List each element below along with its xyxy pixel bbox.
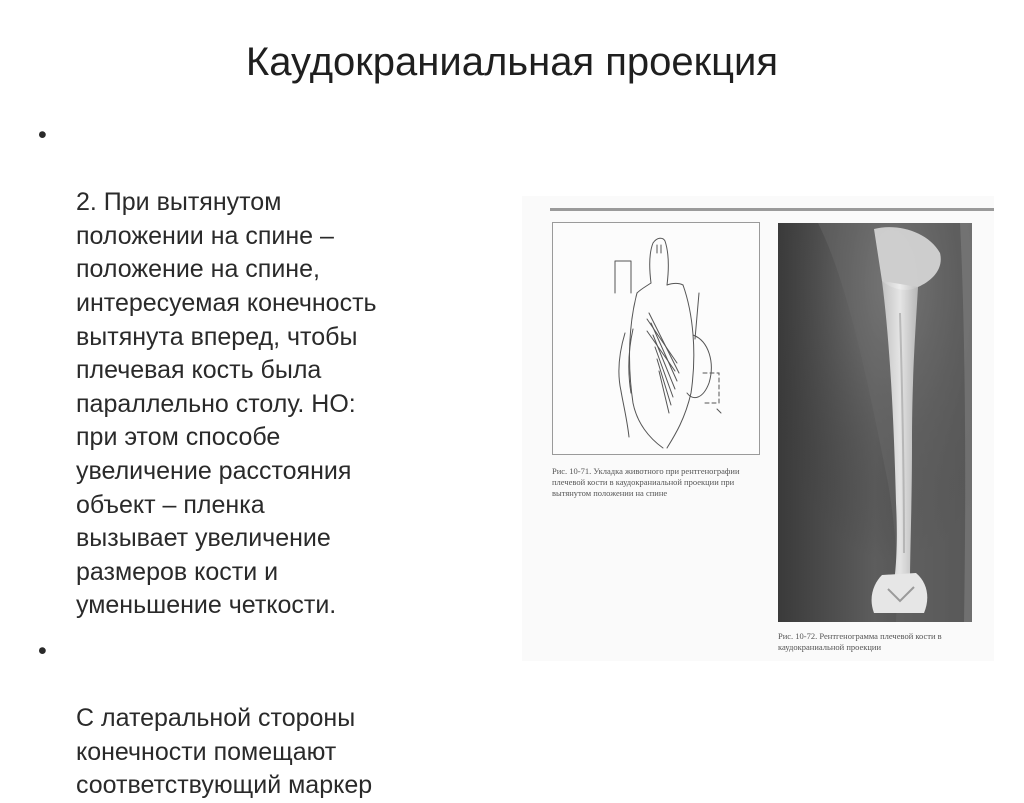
xray-caption: Рис. 10-72. Рентгенограмма плечевой кости в каудокраниальной проекции: [778, 631, 942, 652]
bullet-marker: •: [38, 121, 47, 149]
bullet-text: С латеральной стороны конечности помещают соответствующий маркер: [76, 704, 373, 800]
bullet-item: [38, 635, 508, 803]
page-rule: [550, 208, 994, 211]
bullet-list: [38, 119, 508, 803]
slide-title: Каудокраниальная проекция: [245, 40, 779, 84]
animal-sketch-illustration: [553, 223, 759, 454]
bullet-item: [38, 119, 508, 623]
scanned-figure-page: [522, 196, 994, 661]
humerus-radiograph: [778, 223, 972, 622]
bullet-marker: •: [38, 636, 47, 665]
drawing-caption: Рис. 10-71. Укладка животного при рентгенографии плечевой кости в каудокраниальной проекции при вытянутом положении на спине: [552, 466, 740, 498]
positioning-drawing: [552, 222, 760, 455]
bullet-text: 2. При вытянутом положении на спине – положение на спине, интересуемая конечность вытянута вперед, чтобы плечевая кость была параллельно столу. НО: при этом способе увеличение расстояния объект – пленка вызывает увеличение размеров кости и уменьшение четкости.: [76, 188, 377, 620]
xray-image: [778, 223, 972, 622]
